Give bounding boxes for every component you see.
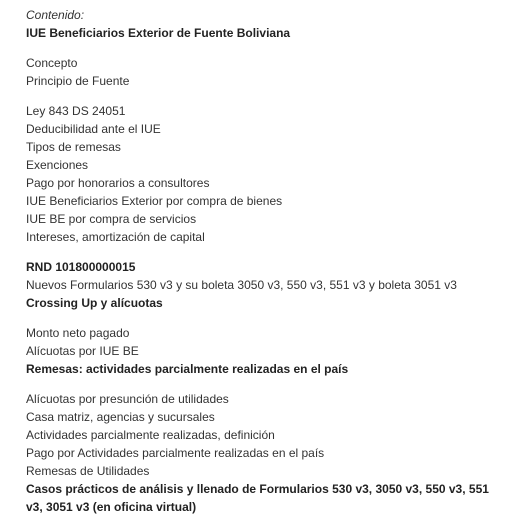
list-item: Exenciones xyxy=(26,158,89,172)
list-item: Tipos de remesas xyxy=(26,140,121,154)
list-item: IUE Beneficiarios Exterior por compra de bienes xyxy=(26,194,283,208)
list-item: Actividades parcialmente realizadas, definición xyxy=(26,428,275,442)
list-item: Monto neto pagado xyxy=(26,326,130,340)
section-subheading-remesas: Remesas: actividades parcialmente realizadas en el país xyxy=(26,362,349,376)
spacer xyxy=(26,378,508,390)
content-body xyxy=(26,6,508,516)
spacer xyxy=(26,90,508,102)
list-item: Deducibilidad ante el IUE xyxy=(26,122,161,136)
section-heading-rnd: RND 101800000015 xyxy=(26,260,136,274)
list-item: Pago por Actividades parcialmente realizadas en el país xyxy=(26,446,325,460)
list-item: Alícuotas por IUE BE xyxy=(26,344,139,358)
document-title: IUE Beneficiarios Exterior de Fuente Boliviana xyxy=(26,26,291,40)
section-subheading-crossing: Crossing Up y alícuotas xyxy=(26,296,163,310)
section-subheading-casos: Casos prácticos de análisis y llenado de Formularios 530 v3, 3050 v3, 550 v3, 551 v3, 3051 v3 (en oficina virtual) xyxy=(26,482,489,514)
list-item: Ley 843 DS 24051 xyxy=(26,104,126,118)
list-item: Casa matriz, agencias y sucursales xyxy=(26,410,215,424)
spacer xyxy=(26,42,508,54)
list-item: Intereses, amortización de capital xyxy=(26,230,205,244)
list-item: Nuevos Formularios 530 v3 y su boleta 3050 v3, 550 v3, 551 v3 y boleta 3051 v3 xyxy=(26,278,457,292)
spacer xyxy=(26,246,508,258)
list-item: IUE BE por compra de servicios xyxy=(26,212,197,226)
list-item: Concepto xyxy=(26,56,78,70)
content-label: Contenido: xyxy=(26,8,85,22)
list-item: Alícuotas por presunción de utilidades xyxy=(26,392,229,406)
list-item: Pago por honorarios a consultores xyxy=(26,176,210,190)
spacer xyxy=(26,312,508,324)
list-item: Remesas de Utilidades xyxy=(26,464,150,478)
list-item: Principio de Fuente xyxy=(26,74,130,88)
